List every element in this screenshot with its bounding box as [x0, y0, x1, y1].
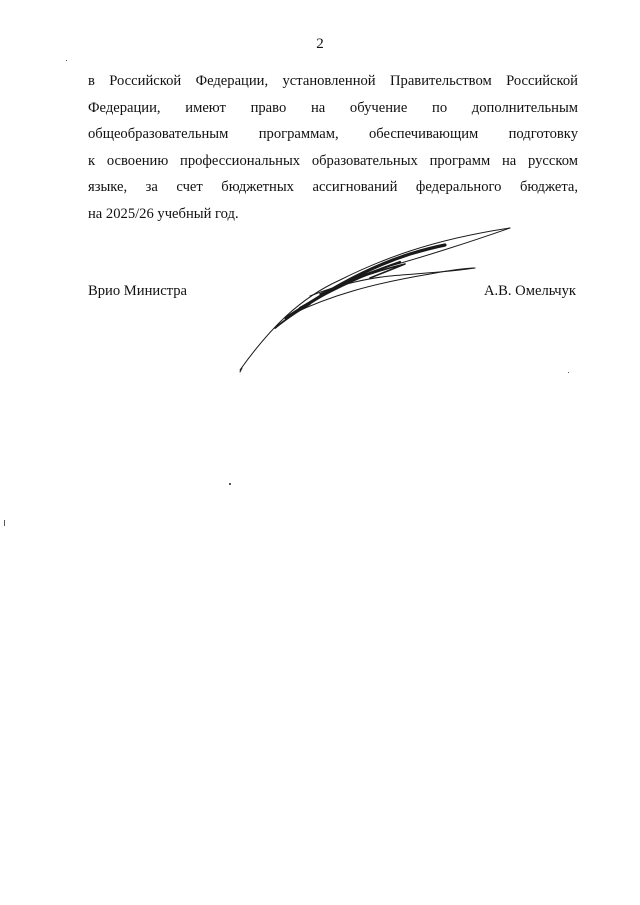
body-line: к освоению профессиональных образовательных программ на русском — [88, 152, 578, 169]
handwritten-signature — [230, 218, 520, 378]
body-paragraph — [88, 68, 578, 227]
body-line: на 2025/26 учебный год. — [88, 205, 239, 222]
scan-speck — [568, 372, 569, 373]
page-number: 2 — [316, 36, 324, 52]
scan-speck — [229, 483, 231, 485]
body-line: Федерации, имеют право на обучение по дополнительным — [88, 99, 578, 116]
body-line: языке, за счет бюджетных ассигнований федерального бюджета, — [88, 179, 578, 195]
signatory-name: А.В. Омельчук — [483, 283, 576, 299]
scan-speck — [4, 520, 5, 526]
body-line: общеобразовательным программам, обеспечивающим подготовку — [88, 126, 578, 142]
signatory-title: Врио Министра — [88, 283, 187, 299]
body-line: в Российской Федерации, установленной Правительством Российской — [88, 73, 578, 89]
scan-speck — [66, 60, 67, 61]
